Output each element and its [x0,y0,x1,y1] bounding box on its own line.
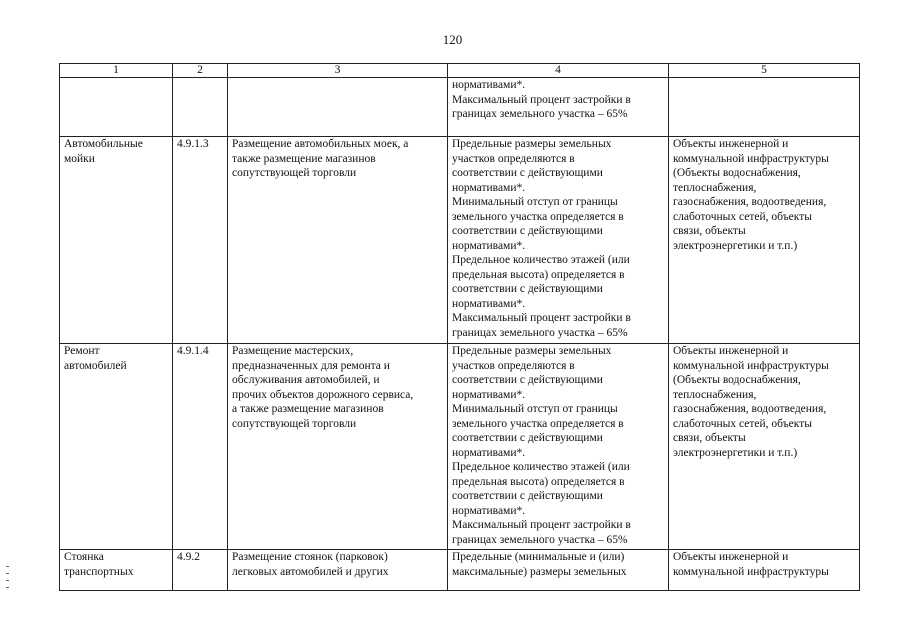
column-header: 5 [669,64,860,78]
restrictions-cell: Объекты инженерной и коммунальной инфраструктуры (Объекты водоснабжения, теплоснабжения, газоснабжения, водоотведения, слаботочных сетей, объекты связи, объекты электроэнергетики и т.п.) [669,137,860,344]
parameters-cell: Предельные размеры земельных участков определяются в соответствии с действующими нормативами*. Минимальный отступ от границы земельного участка определяется в соответствии с действующими нормативами*. Предельное количество этажей (или предельная высота) определяется в соответствии с действующими нормативами*. Максимальный процент застройки в границах земельного участка – 65% [448,137,669,344]
table-row [60,78,860,137]
table-row [60,137,860,344]
column-header: 2 [173,64,228,78]
use-code-cell: 4.9.2 [173,550,228,591]
use-name-cell: Автомобильные мойки [60,137,173,344]
column-header: 4 [448,64,669,78]
parameters-cell: Предельные (минимальные и (или) максимальные) размеры земельных [448,550,669,591]
use-code-cell: 4.9.1.4 [173,344,228,550]
use-description-cell: Размещение автомобильных моек, а также размещение магазинов сопутствующей торговли [228,137,448,344]
use-name-cell [60,78,173,137]
parameters-cell: нормативами*. Максимальный процент застройки в границах земельного участка – 65% [448,78,669,137]
use-description-cell: Размещение мастерских, предназначенных для ремонта и обслуживания автомобилей, и прочих объектов дорожного сервиса, а также размещение магазинов сопутствующей торговли [228,344,448,550]
use-name-cell: Ремонт автомобилей [60,344,173,550]
use-description-cell: Размещение стоянок (парковок) легковых автомобилей и других [228,550,448,591]
restrictions-cell [669,78,860,137]
restrictions-cell: Объекты инженерной и коммунальной инфраструктуры [669,550,860,591]
parameters-cell: Предельные размеры земельных участков определяются в соответствии с действующими нормативами*. Минимальный отступ от границы земельного участка определяется в соответствии с действующими нормативами*. Предельное количество этажей (или предельная высота) определяется в соответствии с действующими нормативами*. Максимальный процент застройки в границах земельного участка – 65% [448,344,669,550]
column-header: 3 [228,64,448,78]
table-row [60,550,860,591]
use-name-cell: Стоянка транспортных [60,550,173,591]
use-code-cell: 4.9.1.3 [173,137,228,344]
table-header-row [60,64,860,78]
table-row [60,344,860,550]
land-use-table [59,63,860,591]
column-header: 1 [60,64,173,78]
scan-margin-marks [6,566,9,602]
use-code-cell [173,78,228,137]
use-description-cell [228,78,448,137]
restrictions-cell: Объекты инженерной и коммунальной инфраструктуры (Объекты водоснабжения, теплоснабжения, газоснабжения, водоотведения, слаботочных сетей, объекты связи, объекты электроэнергетики и т.п.) [669,344,860,550]
page-number: 120 [442,32,463,47]
